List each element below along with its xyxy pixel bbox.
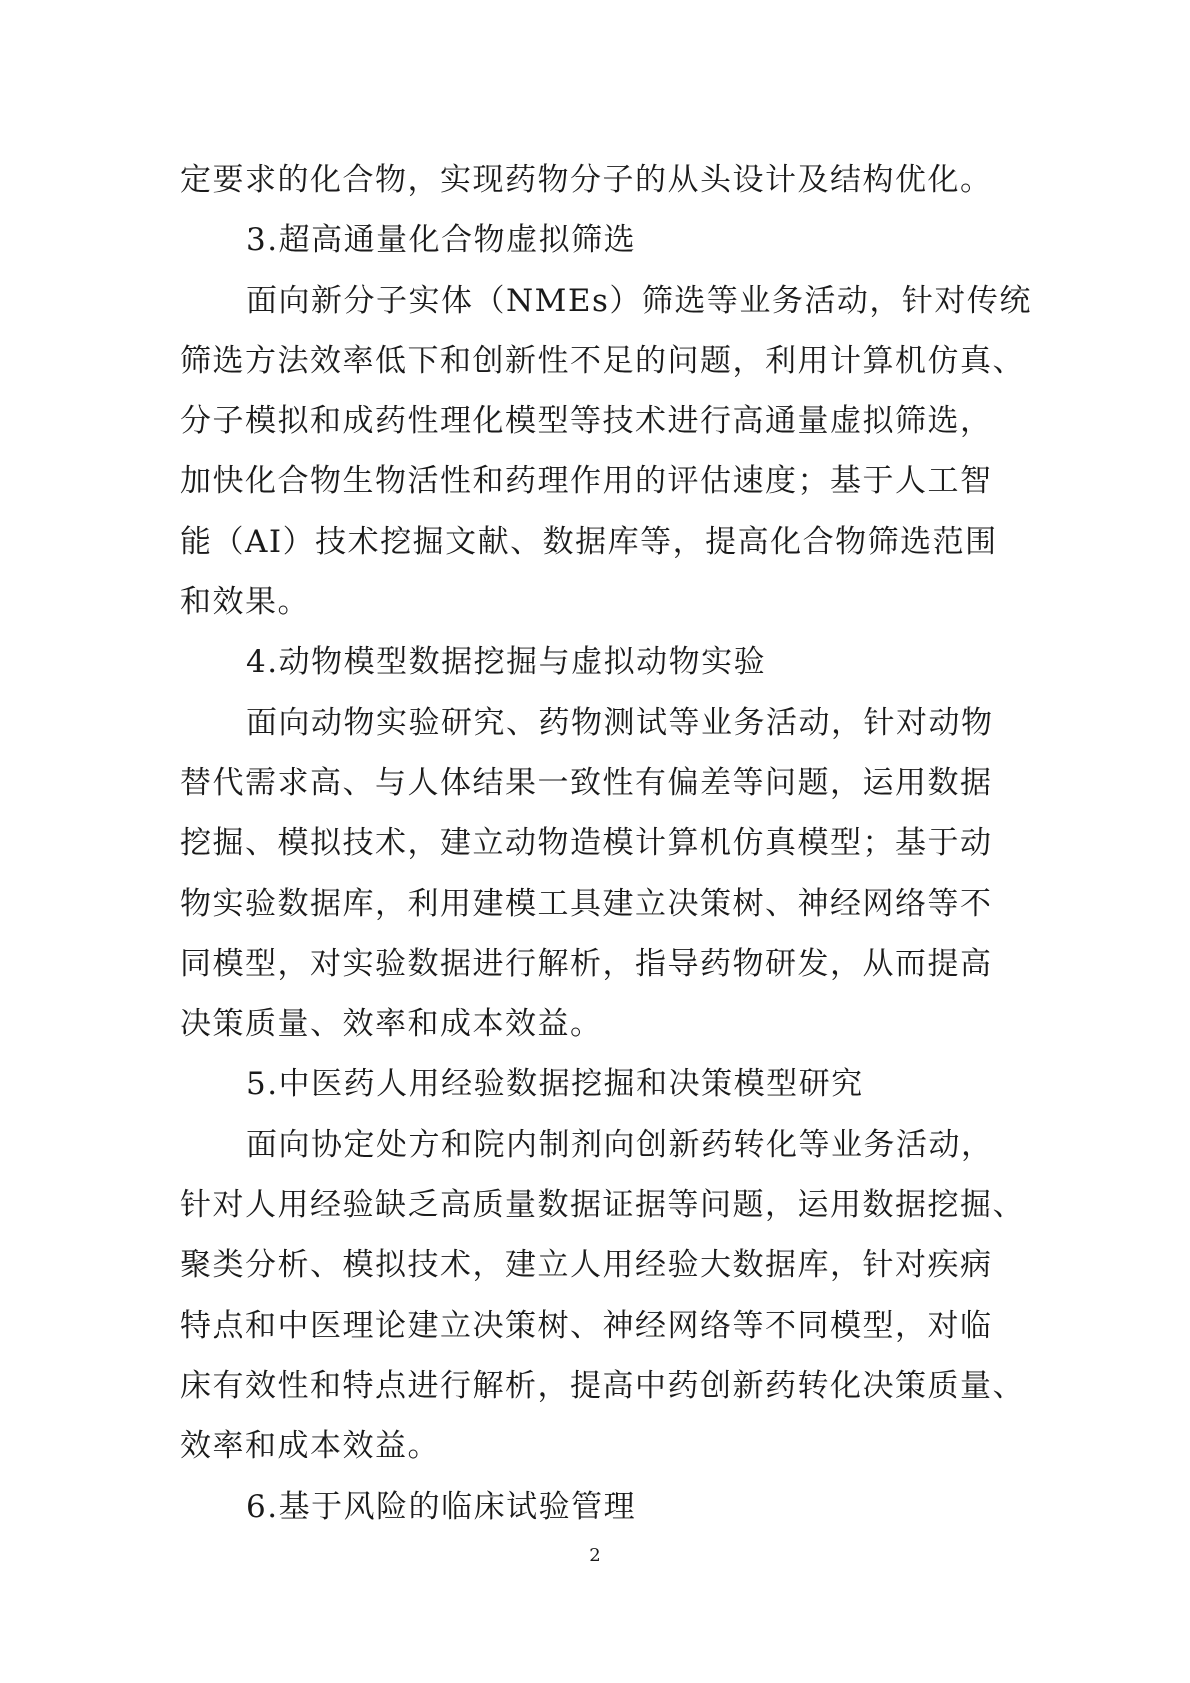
section-heading-3: 3.超高通量化合物虚拟筛选 <box>246 222 637 259</box>
document-body <box>180 150 1030 1537</box>
text-line: 床有效性和特点进行解析，提高中药创新药转化决策质量、 <box>180 1367 1025 1404</box>
paragraph-start: 面向动物实验研究、药物测试等业务活动，针对动物 <box>246 704 994 741</box>
text-line: 同模型，对实验数据进行解析，指导药物研发，从而提高 <box>180 945 993 982</box>
page-number: 2 <box>589 1545 601 1566</box>
text-line: 替代需求高、与人体结果一致性有偏差等问题，运用数据 <box>180 764 993 801</box>
section-heading-5: 5.中医药人用经验数据挖掘和决策模型研究 <box>246 1066 864 1103</box>
text-line: 针对人用经验缺乏高质量数据证据等问题，运用数据挖掘、 <box>180 1187 1025 1224</box>
text-line: 决策质量、效率和成本效益。 <box>180 1006 603 1043</box>
text-line: 物实验数据库，利用建模工具建立决策树、神经网络等不 <box>180 885 993 922</box>
section-heading-4: 4.动物模型数据挖掘与虚拟动物实验 <box>246 644 767 681</box>
section-heading-6: 6.基于风险的临床试验管理 <box>246 1488 637 1525</box>
paragraph-start: 面向协定处方和院内制剂向创新药转化等业务活动， <box>246 1126 994 1163</box>
text-line: 挖掘、模拟技术，建立动物造模计算机仿真模型；基于动 <box>180 825 993 862</box>
text-line: 筛选方法效率低下和创新性不足的问题，利用计算机仿真、 <box>180 342 1025 379</box>
paragraph-start: 面向新分子实体（NMEs）筛选等业务活动，针对传统 <box>246 282 1032 319</box>
text-line: 分子模拟和成药性理化模型等技术进行高通量虚拟筛选， <box>180 403 993 440</box>
text-line: 特点和中医理论建立决策树、神经网络等不同模型，对临 <box>180 1307 993 1344</box>
text-line: 和效果。 <box>180 584 310 621</box>
text-line: 效率和成本效益。 <box>180 1428 440 1465</box>
text-line: 加快化合物生物活性和药理作用的评估速度；基于人工智 <box>180 463 993 500</box>
text-line: 能（AI）技术挖掘文献、数据库等，提高化合物筛选范围 <box>180 523 998 560</box>
text-line: 定要求的化合物，实现药物分子的从头设计及结构优化。 <box>180 162 993 198</box>
text-line: 聚类分析、模拟技术，建立人用经验大数据库，针对疾病 <box>180 1247 993 1284</box>
